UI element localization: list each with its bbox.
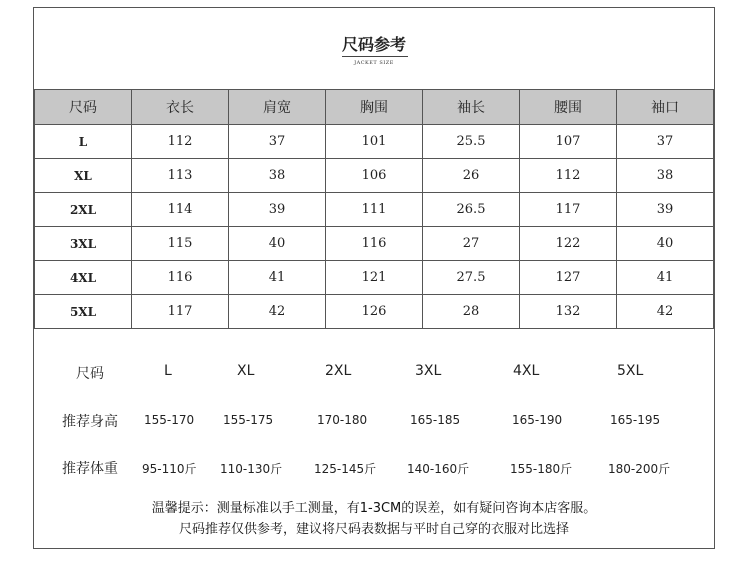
recommend-weight: 155-180斤 — [510, 462, 573, 476]
recommend-height: 165-190 — [512, 413, 563, 427]
table-cell: 113 — [132, 159, 229, 193]
recommend-weight-label: 推荐体重 — [62, 461, 118, 477]
recommend-weight: 180-200斤 — [608, 462, 671, 476]
chart-header — [34, 8, 714, 89]
table-cell: 132 — [520, 295, 617, 329]
table-cell: 122 — [520, 227, 617, 261]
table-cell: 106 — [326, 159, 423, 193]
table-cell: 38 — [229, 159, 326, 193]
table-cell: 4XL — [35, 261, 132, 295]
table-cell: 41 — [229, 261, 326, 295]
recommend-weight: 95-110斤 — [142, 462, 197, 476]
table-cell: 37 — [617, 125, 714, 159]
note-line-2: 尺码推荐仅供参考，建议将尺码表数据与平时自己穿的衣服对比选择 — [178, 522, 569, 537]
col-header: 肩宽 — [229, 90, 326, 125]
table-cell: 112 — [132, 125, 229, 159]
table-row — [35, 125, 714, 159]
table-row — [35, 261, 714, 295]
table-cell: 42 — [229, 295, 326, 329]
col-header: 袖长 — [423, 90, 520, 125]
recommend-size: 5XL — [617, 363, 644, 379]
recommend-height: 155-175 — [223, 413, 274, 427]
table-row — [35, 295, 714, 329]
col-header: 尺码 — [35, 90, 132, 125]
recommend-weight: 110-130斤 — [220, 462, 283, 476]
recommend-weight: 125-145斤 — [314, 462, 377, 476]
recommend-size-row — [34, 363, 714, 387]
recommend-height-row — [34, 411, 714, 435]
table-row — [35, 193, 714, 227]
size-chart-frame — [33, 7, 715, 549]
table-cell: 42 — [617, 295, 714, 329]
recommend-height: 155-170 — [144, 413, 195, 427]
chart-subtitle: JACKET SIZE — [354, 60, 394, 66]
table-cell: 26.5 — [423, 193, 520, 227]
recommend-height: 170-180 — [317, 413, 368, 427]
table-cell: 111 — [326, 193, 423, 227]
size-table — [34, 89, 714, 329]
table-cell: 37 — [229, 125, 326, 159]
table-cell: 116 — [132, 261, 229, 295]
table-cell: 126 — [326, 295, 423, 329]
recommend-weight: 140-160斤 — [407, 462, 470, 476]
table-cell: 127 — [520, 261, 617, 295]
table-cell: 117 — [520, 193, 617, 227]
recommend-size: 3XL — [415, 363, 442, 379]
table-cell: 3XL — [35, 227, 132, 261]
table-cell: 39 — [229, 193, 326, 227]
col-header: 胸围 — [326, 90, 423, 125]
table-cell: 26 — [423, 159, 520, 193]
recommendation-section — [34, 329, 714, 549]
recommend-size-label: 尺码 — [76, 366, 104, 382]
recommend-size: 2XL — [325, 363, 352, 379]
recommend-weight-row — [34, 458, 714, 482]
table-cell: 101 — [326, 125, 423, 159]
table-cell: 112 — [520, 159, 617, 193]
table-cell: 114 — [132, 193, 229, 227]
table-cell: 39 — [617, 193, 714, 227]
table-cell: 28 — [423, 295, 520, 329]
table-row — [35, 227, 714, 261]
table-cell: 5XL — [35, 295, 132, 329]
note-line-1: 温馨提示：测量标准以手工测量，有1-3CM的误差，如有疑问咨询本店客服。 — [151, 501, 597, 516]
recommend-height-label: 推荐身高 — [62, 414, 118, 430]
table-cell: L — [35, 125, 132, 159]
title-divider — [342, 56, 408, 57]
table-cell: XL — [35, 159, 132, 193]
table-cell: 25.5 — [423, 125, 520, 159]
col-header: 腰围 — [520, 90, 617, 125]
table-cell: 107 — [520, 125, 617, 159]
recommend-size: 4XL — [513, 363, 540, 379]
col-header: 衣长 — [132, 90, 229, 125]
col-header: 袖口 — [617, 90, 714, 125]
table-cell: 40 — [617, 227, 714, 261]
table-cell: 121 — [326, 261, 423, 295]
table-cell: 115 — [132, 227, 229, 261]
table-cell: 40 — [229, 227, 326, 261]
recommend-height: 165-195 — [610, 413, 661, 427]
recommend-size: XL — [237, 363, 255, 379]
chart-title: 尺码参考 — [341, 35, 406, 54]
table-cell: 2XL — [35, 193, 132, 227]
table-cell: 27 — [423, 227, 520, 261]
table-cell: 27.5 — [423, 261, 520, 295]
table-row — [35, 159, 714, 193]
table-cell: 116 — [326, 227, 423, 261]
table-cell: 41 — [617, 261, 714, 295]
table-header-row — [35, 90, 714, 125]
table-cell: 117 — [132, 295, 229, 329]
recommend-height: 165-185 — [410, 413, 461, 427]
recommend-size: L — [164, 363, 172, 379]
table-cell: 38 — [617, 159, 714, 193]
